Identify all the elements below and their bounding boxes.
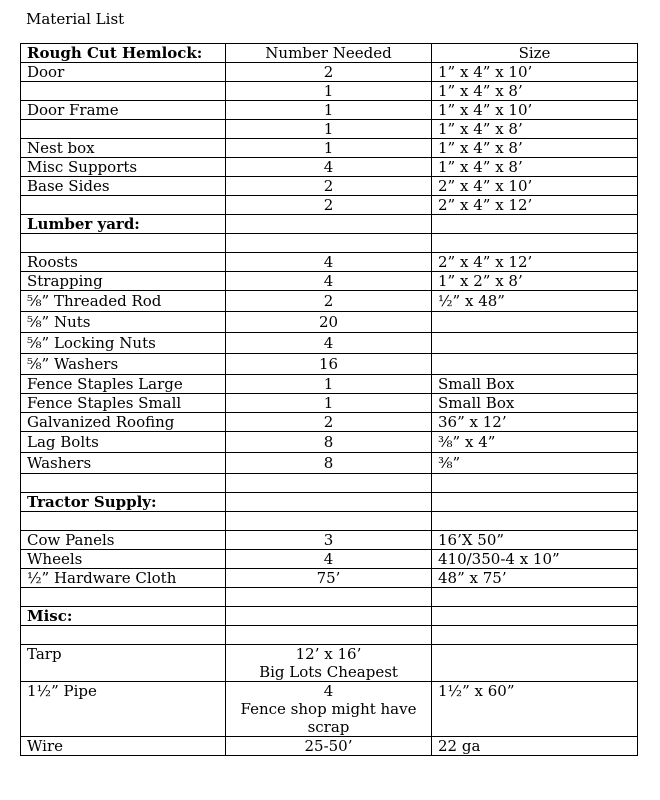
item-cell (21, 588, 226, 607)
quantity-cell: 2 (226, 413, 432, 432)
size-cell (432, 312, 638, 333)
quantity-cell: 3 (226, 531, 432, 550)
quantity-cell (226, 215, 432, 234)
quantity-cell: 1 (226, 101, 432, 120)
table-row (21, 63, 638, 82)
size-cell: 1” x 4” x 8’ (432, 120, 638, 139)
header-size: Size (432, 44, 638, 63)
item-cell (21, 512, 226, 531)
quantity-cell (226, 607, 432, 626)
quantity-cell: 75’ (226, 569, 432, 588)
quantity-cell: 4 (226, 272, 432, 291)
quantity-cell (226, 512, 432, 531)
table-row (21, 474, 638, 493)
size-cell: 1” x 4” x 8’ (432, 82, 638, 101)
item-cell: Door (21, 63, 226, 82)
size-cell: 16’X 50” (432, 531, 638, 550)
document-title: Material List (26, 10, 125, 28)
table-row (21, 531, 638, 550)
table-row (21, 550, 638, 569)
size-cell (432, 333, 638, 354)
quantity-cell: 4 (226, 158, 432, 177)
quantity-cell: 1 (226, 82, 432, 101)
quantity-cell: 1 (226, 375, 432, 394)
item-cell: ⅝” Locking Nuts (21, 333, 226, 354)
table-row (21, 234, 638, 253)
table-row (21, 512, 638, 531)
item-cell: Fence Staples Large (21, 375, 226, 394)
size-cell: 1” x 4” x 8’ (432, 158, 638, 177)
item-cell: ½” Hardware Cloth (21, 569, 226, 588)
item-cell: Fence Staples Small (21, 394, 226, 413)
item-cell: Misc: (21, 607, 226, 626)
quantity-cell (226, 234, 432, 253)
item-cell: ⅝” Threaded Rod (21, 291, 226, 312)
table-row (21, 354, 638, 375)
item-cell (21, 120, 226, 139)
quantity-cell: 25-50’ (226, 737, 432, 756)
table-row (21, 291, 638, 312)
size-cell: Small Box (432, 394, 638, 413)
size-cell: ⅜” (432, 453, 638, 474)
quantity-cell: 4 (226, 550, 432, 569)
section-header-row (21, 493, 638, 512)
item-cell: Washers (21, 453, 226, 474)
table-row (21, 432, 638, 453)
size-cell: 1” x 4” x 10’ (432, 63, 638, 82)
header-item: Rough Cut Hemlock: (21, 44, 226, 63)
table-row (21, 312, 638, 333)
item-cell: Roosts (21, 253, 226, 272)
item-cell (21, 626, 226, 645)
quantity-cell: 16 (226, 354, 432, 375)
table-row (21, 626, 638, 645)
header-number-needed: Number Needed (226, 44, 432, 63)
material-table (20, 43, 638, 756)
size-cell: 2” x 4” x 12’ (432, 253, 638, 272)
item-cell: Tarp (21, 645, 226, 682)
size-cell (432, 512, 638, 531)
quantity-cell (226, 626, 432, 645)
item-cell: Wire (21, 737, 226, 756)
quantity-cell: 4 (226, 333, 432, 354)
size-cell: 1½” x 60” (432, 682, 638, 737)
item-cell: ⅝” Washers (21, 354, 226, 375)
quantity-cell: 8 (226, 453, 432, 474)
item-cell (21, 234, 226, 253)
table-row (21, 82, 638, 101)
size-cell: 1” x 4” x 10’ (432, 101, 638, 120)
item-cell: ⅝” Nuts (21, 312, 226, 333)
quantity-cell: 2 (226, 196, 432, 215)
quantity-cell: 1 (226, 394, 432, 413)
size-cell (432, 234, 638, 253)
size-cell: 48” x 75’ (432, 569, 638, 588)
quantity-cell: 8 (226, 432, 432, 453)
quantity-cell (226, 474, 432, 493)
size-cell: ½” x 48” (432, 291, 638, 312)
item-cell: Tractor Supply: (21, 493, 226, 512)
quantity-cell: 4 Fence shop might have scrap (226, 682, 432, 737)
size-cell (432, 215, 638, 234)
table-row (21, 120, 638, 139)
size-cell (432, 354, 638, 375)
table-row (21, 196, 638, 215)
item-cell: Galvanized Roofing (21, 413, 226, 432)
table-row (21, 333, 638, 354)
section-header-row (21, 607, 638, 626)
quantity-cell (226, 588, 432, 607)
table-row (21, 569, 638, 588)
table-row (21, 253, 638, 272)
size-cell: 1” x 2” x 8’ (432, 272, 638, 291)
size-cell: 1” x 4” x 8’ (432, 139, 638, 158)
size-cell (432, 626, 638, 645)
quantity-cell: 20 (226, 312, 432, 333)
size-cell: 22 ga (432, 737, 638, 756)
table-row (21, 682, 638, 737)
table-row (21, 413, 638, 432)
table-row (21, 394, 638, 413)
item-cell: Base Sides (21, 177, 226, 196)
quantity-cell: 1 (226, 139, 432, 158)
size-cell: 36” x 12’ (432, 413, 638, 432)
item-cell: Cow Panels (21, 531, 226, 550)
table-row (21, 645, 638, 682)
item-cell: Lumber yard: (21, 215, 226, 234)
item-cell: Lag Bolts (21, 432, 226, 453)
item-cell: 1½” Pipe (21, 682, 226, 737)
quantity-cell (226, 493, 432, 512)
item-cell (21, 474, 226, 493)
quantity-cell: 2 (226, 291, 432, 312)
item-cell: Misc Supports (21, 158, 226, 177)
item-cell: Nest box (21, 139, 226, 158)
size-cell: ⅜” x 4” (432, 432, 638, 453)
table-row (21, 272, 638, 291)
quantity-cell: 12’ x 16’ Big Lots Cheapest (226, 645, 432, 682)
section-header-row (21, 215, 638, 234)
size-cell (432, 607, 638, 626)
table-row (21, 588, 638, 607)
table-row (21, 453, 638, 474)
table-row (21, 737, 638, 756)
quantity-cell: 2 (226, 177, 432, 196)
table-row (21, 158, 638, 177)
size-cell (432, 493, 638, 512)
size-cell: Small Box (432, 375, 638, 394)
item-cell (21, 82, 226, 101)
table-row (21, 101, 638, 120)
item-cell: Wheels (21, 550, 226, 569)
table-row (21, 375, 638, 394)
size-cell: 410/350-4 x 10” (432, 550, 638, 569)
quantity-cell: 4 (226, 253, 432, 272)
item-cell: Strapping (21, 272, 226, 291)
size-cell (432, 474, 638, 493)
item-cell (21, 196, 226, 215)
item-cell: Door Frame (21, 101, 226, 120)
table-header-row (21, 44, 638, 63)
table-row (21, 139, 638, 158)
size-cell (432, 645, 638, 682)
size-cell: 2” x 4” x 12’ (432, 196, 638, 215)
quantity-cell: 1 (226, 120, 432, 139)
quantity-cell: 2 (226, 63, 432, 82)
size-cell (432, 588, 638, 607)
table-row (21, 177, 638, 196)
size-cell: 2” x 4” x 10’ (432, 177, 638, 196)
